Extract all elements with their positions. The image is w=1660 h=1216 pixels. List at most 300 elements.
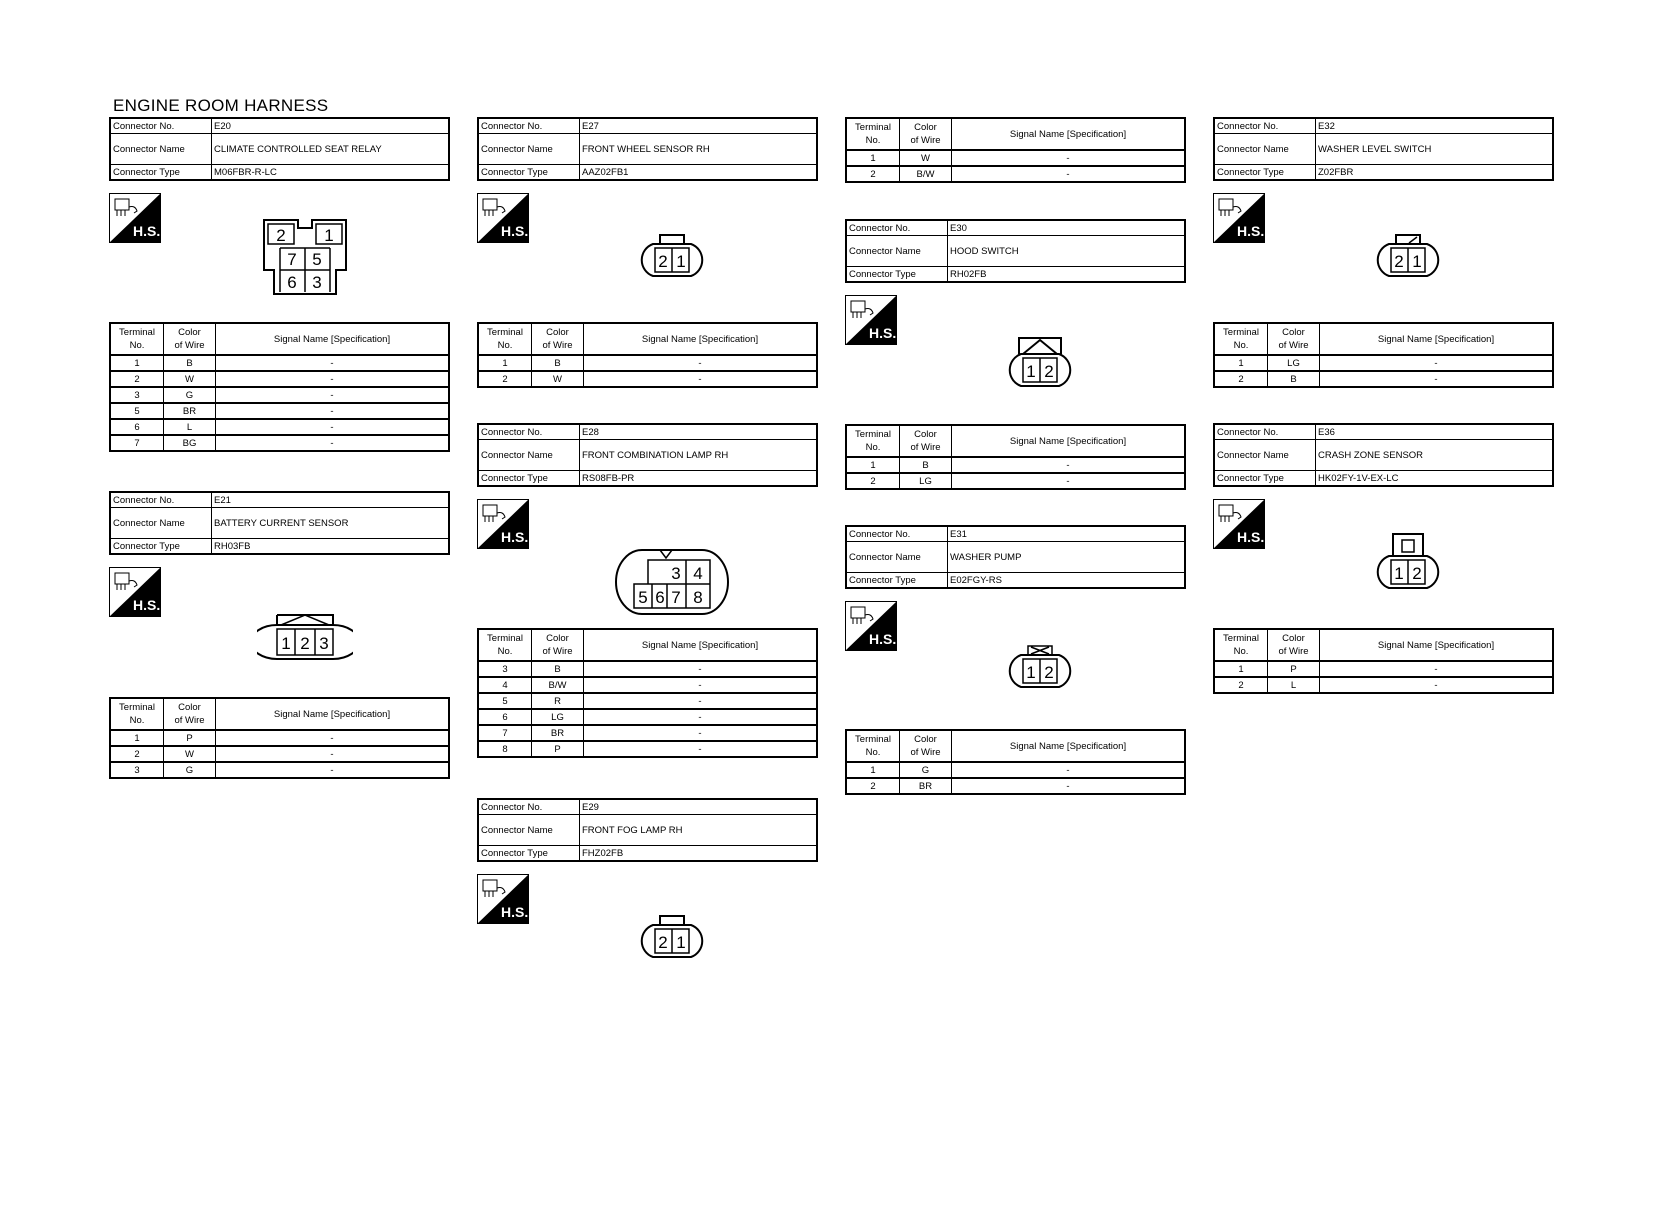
hs-label: H.S. [501, 904, 529, 920]
color-of-wire-header-line1: Color [1282, 327, 1305, 338]
connector-info-e27 [477, 117, 818, 181]
color-of-wire-header [1268, 323, 1320, 355]
wire-color-cell: W [900, 150, 952, 166]
pin-number: 2 [1412, 564, 1422, 583]
terminal-table-e27 [477, 322, 818, 388]
terminal-no-header-line1: Terminal [855, 429, 891, 440]
connector-name-row [110, 508, 449, 539]
hs-connector-glyph [115, 199, 129, 210]
wire-color-cell: B/W [900, 166, 952, 182]
terminal-no-cell: 2 [110, 371, 164, 387]
connector-name-value: HOOD SWITCH [948, 236, 1186, 267]
pin-number: 2 [658, 252, 668, 271]
terminal-no-header [846, 425, 900, 457]
connector-type-value: RH02FB [948, 267, 1186, 283]
terminal-table-e20 [109, 322, 450, 452]
wire-color-cell: L [164, 419, 216, 435]
connector-type-value: RH03FB [212, 539, 450, 555]
signal-name-cell: - [584, 725, 818, 741]
connector-info-table [477, 117, 818, 181]
table-row [1214, 355, 1553, 371]
connector-no-value: E20 [212, 118, 450, 134]
connector-no-value: E21 [212, 492, 450, 508]
connector-face-diagram-e32 [1371, 232, 1445, 278]
signal-name-cell: - [216, 762, 450, 778]
pin-number: 1 [676, 252, 686, 271]
table-row [1214, 371, 1553, 387]
hs-label: H.S. [869, 325, 897, 341]
signal-name-cell: - [952, 473, 1186, 489]
housing-lock [660, 916, 684, 925]
terminal-header-row [1214, 323, 1553, 355]
connector-type-value: FHZ02FB [580, 846, 818, 862]
terminal-table-e29 [845, 117, 1186, 183]
terminal-table-e28 [477, 628, 818, 758]
housing-key [1402, 540, 1414, 552]
table-row [846, 150, 1185, 166]
signal-name-header: Signal Name [Specification] [952, 118, 1186, 150]
terminal-no-header-line2: No. [497, 646, 513, 657]
housing-lock [660, 550, 672, 558]
terminal-no-cell: 2 [110, 746, 164, 762]
connector-face-diagram-e20 [262, 218, 348, 296]
terminal-no-header-line1: Terminal [855, 122, 891, 133]
color-of-wire-header-line2: of Wire [542, 340, 573, 351]
connector-type-label: Connector Type [478, 165, 580, 181]
table-row [478, 725, 817, 741]
color-of-wire-header-line2: of Wire [910, 135, 941, 146]
terminal-no-cell: 3 [478, 661, 532, 677]
hs-harness-side-icon [1213, 499, 1265, 549]
wire-color-cell: G [164, 762, 216, 778]
connector-no-row [1214, 118, 1553, 134]
terminal-header-row [478, 629, 817, 661]
connector-name-label: Connector Name [478, 815, 580, 846]
color-of-wire-header-line2: of Wire [174, 340, 205, 351]
hs-harness-side-icon [845, 601, 897, 651]
signal-name-cell: - [584, 661, 818, 677]
terminal-table-e36 [1213, 628, 1554, 694]
connector-type-row [478, 846, 817, 862]
connector-no-value: E28 [580, 424, 818, 440]
terminal-table [845, 729, 1186, 795]
table-row [110, 762, 449, 778]
terminal-no-cell: 1 [846, 762, 900, 778]
connector-face-diagram-e28 [614, 548, 730, 616]
hs-label: H.S. [501, 223, 529, 239]
connector-no-row [110, 492, 449, 508]
connector-info-table [1213, 423, 1554, 487]
connector-name-value: WASHER LEVEL SWITCH [1316, 134, 1554, 165]
terminal-no-header [478, 323, 532, 355]
color-of-wire-header-line1: Color [914, 122, 937, 133]
signal-name-cell: - [952, 778, 1186, 794]
pin-number: 1 [1412, 252, 1422, 271]
table-row [846, 473, 1185, 489]
terminal-no-cell: 4 [478, 677, 532, 693]
terminal-no-cell: 2 [1214, 371, 1268, 387]
connector-no-label: Connector No. [110, 118, 212, 134]
pin-number: 2 [1394, 252, 1404, 271]
connector-name-label: Connector Name [110, 508, 212, 539]
table-row [478, 709, 817, 725]
connector-type-label: Connector Type [110, 539, 212, 555]
housing-lock [281, 615, 329, 625]
wire-color-cell: W [164, 371, 216, 387]
pin-number: 1 [1026, 663, 1036, 682]
pin-number: 6 [287, 273, 297, 292]
hs-connector-glyph [483, 199, 497, 210]
pin-number: 5 [312, 250, 322, 269]
color-of-wire-header [900, 730, 952, 762]
terminal-no-header [1214, 323, 1268, 355]
terminal-header-row [110, 698, 449, 730]
table-row [110, 435, 449, 451]
connector-info-e21 [109, 491, 450, 555]
table-row [110, 730, 449, 746]
terminal-no-cell: 3 [110, 762, 164, 778]
terminal-table [109, 322, 450, 452]
pin-number: 7 [671, 588, 681, 607]
terminal-no-cell: 2 [846, 473, 900, 489]
color-of-wire-header [900, 425, 952, 457]
pin-number: 2 [300, 634, 310, 653]
wire-color-cell: BR [900, 778, 952, 794]
terminal-no-cell: 1 [110, 730, 164, 746]
connector-no-label: Connector No. [1214, 424, 1316, 440]
housing-lock [1396, 235, 1420, 244]
wire-color-cell: G [900, 762, 952, 778]
connector-no-row [478, 118, 817, 134]
housing-lock-mark [1409, 237, 1417, 243]
terminal-no-cell: 6 [478, 709, 532, 725]
table-row [478, 355, 817, 371]
pin-number: 1 [281, 634, 291, 653]
connector-no-row [478, 799, 817, 815]
connector-no-value: E29 [580, 799, 818, 815]
terminal-table [845, 424, 1186, 490]
table-row [110, 355, 449, 371]
pin-number: 1 [676, 933, 686, 952]
connector-type-row [478, 165, 817, 181]
terminal-no-header-line1: Terminal [855, 734, 891, 745]
terminal-no-header-line1: Terminal [1223, 327, 1259, 338]
connector-no-row [478, 424, 817, 440]
connector-no-label: Connector No. [846, 526, 948, 542]
color-of-wire-header [532, 323, 584, 355]
color-of-wire-header [1268, 629, 1320, 661]
wire-color-cell: P [532, 741, 584, 757]
terminal-no-cell: 1 [478, 355, 532, 371]
connector-face-diagram-e30 [1003, 330, 1077, 388]
pin-number: 8 [693, 588, 703, 607]
connector-info-table [109, 117, 450, 181]
connector-info-table [477, 798, 818, 862]
connector-face-diagram-e29 [635, 913, 709, 959]
pin-number: 2 [1044, 362, 1054, 381]
connector-name-row [478, 815, 817, 846]
housing-lock [1019, 338, 1061, 354]
connector-name-value: BATTERY CURRENT SENSOR [212, 508, 450, 539]
hs-connector-glyph [115, 573, 129, 584]
signal-name-cell: - [952, 762, 1186, 778]
terminal-no-header [1214, 629, 1268, 661]
signal-name-header: Signal Name [Specification] [952, 730, 1186, 762]
terminal-no-header [846, 118, 900, 150]
color-of-wire-header-line2: of Wire [1278, 340, 1309, 351]
terminal-table [1213, 628, 1554, 694]
connector-type-row [846, 267, 1185, 283]
connector-type-label: Connector Type [1214, 471, 1316, 487]
connector-no-row [1214, 424, 1553, 440]
wire-color-cell: B [532, 661, 584, 677]
pin-number: 7 [287, 250, 297, 269]
wire-color-cell: P [1268, 661, 1320, 677]
connector-name-value: FRONT COMBINATION LAMP RH [580, 440, 818, 471]
color-of-wire-header-line2: of Wire [1278, 646, 1309, 657]
terminal-no-cell: 6 [110, 419, 164, 435]
hs-connector-glyph [483, 505, 497, 516]
terminal-no-cell: 7 [110, 435, 164, 451]
connector-no-label: Connector No. [846, 220, 948, 236]
terminal-no-cell: 1 [846, 150, 900, 166]
pin-number: 2 [1044, 663, 1054, 682]
terminal-no-cell: 2 [846, 166, 900, 182]
connector-face-diagram-e21 [257, 605, 353, 661]
signal-name-cell: - [584, 709, 818, 725]
hs-harness-side-icon [477, 193, 529, 243]
connector-no-row [846, 526, 1185, 542]
signal-name-header: Signal Name [Specification] [1320, 629, 1554, 661]
connector-no-row [846, 220, 1185, 236]
signal-name-cell: - [216, 435, 450, 451]
connector-face-diagram-e27 [635, 232, 709, 278]
terminal-no-cell: 7 [478, 725, 532, 741]
wire-color-cell: LG [900, 473, 952, 489]
connector-info-e20 [109, 117, 450, 181]
signal-name-cell: - [1320, 371, 1554, 387]
connector-type-row [1214, 471, 1553, 487]
pin-number: 4 [693, 564, 703, 583]
color-of-wire-header [532, 629, 584, 661]
wire-color-cell: BR [164, 403, 216, 419]
wire-color-cell: B [900, 457, 952, 473]
terminal-table-e21 [109, 697, 450, 779]
signal-name-cell: - [584, 355, 818, 371]
connector-info-table [1213, 117, 1554, 181]
hs-label: H.S. [1237, 529, 1265, 545]
signal-name-cell: - [1320, 355, 1554, 371]
connector-info-e28 [477, 423, 818, 487]
connector-face-diagram-e36 [1371, 532, 1445, 590]
connector-name-value: FRONT FOG LAMP RH [580, 815, 818, 846]
terminal-no-cell: 2 [1214, 677, 1268, 693]
connector-no-label: Connector No. [1214, 118, 1316, 134]
hs-connector-glyph [1219, 505, 1233, 516]
connector-no-value: E36 [1316, 424, 1554, 440]
terminal-no-header [110, 698, 164, 730]
pin-number: 2 [658, 933, 668, 952]
color-of-wire-header-line2: of Wire [174, 715, 205, 726]
table-row [478, 693, 817, 709]
terminal-header-row [846, 425, 1185, 457]
hs-connector-glyph [851, 607, 865, 618]
wire-color-cell: B [164, 355, 216, 371]
wire-color-cell: P [164, 730, 216, 746]
wire-color-cell: L [1268, 677, 1320, 693]
wire-color-cell: B/W [532, 677, 584, 693]
connector-type-row [110, 165, 449, 181]
connector-info-table [845, 219, 1186, 283]
terminal-no-cell: 2 [846, 778, 900, 794]
table-row [478, 677, 817, 693]
hs-label: H.S. [501, 529, 529, 545]
connector-info-e32 [1213, 117, 1554, 181]
connector-type-row [846, 573, 1185, 589]
pin-number: 5 [638, 588, 648, 607]
connector-info-e29 [477, 798, 818, 862]
signal-name-header: Signal Name [Specification] [584, 629, 818, 661]
pin-number: 6 [655, 588, 665, 607]
connector-type-value: HK02FY-1V-EX-LC [1316, 471, 1554, 487]
terminal-table [477, 322, 818, 388]
terminal-no-cell: 1 [1214, 661, 1268, 677]
hs-harness-side-icon [109, 193, 161, 243]
signal-name-cell: - [584, 693, 818, 709]
color-of-wire-header-line2: of Wire [542, 646, 573, 657]
connector-face-diagram-e31 [1003, 643, 1077, 689]
signal-name-cell: - [216, 403, 450, 419]
connector-type-row [478, 471, 817, 487]
hs-harness-side-icon [477, 499, 529, 549]
color-of-wire-header-line1: Color [914, 429, 937, 440]
connector-no-row [110, 118, 449, 134]
hs-connector-glyph [483, 880, 497, 891]
connector-name-label: Connector Name [1214, 134, 1316, 165]
signal-name-cell: - [1320, 677, 1554, 693]
terminal-no-header-line2: No. [865, 442, 881, 453]
terminal-no-cell: 1 [110, 355, 164, 371]
connector-name-value: WASHER PUMP [948, 542, 1186, 573]
terminal-header-row [846, 118, 1185, 150]
color-of-wire-header-line1: Color [546, 633, 569, 644]
terminal-header-row [1214, 629, 1553, 661]
terminal-no-cell: 3 [110, 387, 164, 403]
terminal-table [109, 697, 450, 779]
connector-info-table [845, 525, 1186, 589]
terminal-no-cell: 2 [478, 371, 532, 387]
color-of-wire-header-line1: Color [1282, 633, 1305, 644]
connector-no-value: E31 [948, 526, 1186, 542]
terminal-no-cell: 1 [846, 457, 900, 473]
terminal-no-cell: 5 [478, 693, 532, 709]
terminal-no-header-line1: Terminal [119, 702, 155, 713]
terminal-table-e32 [1213, 322, 1554, 388]
connector-name-value: CLIMATE CONTROLLED SEAT RELAY [212, 134, 450, 165]
pin-number: 3 [671, 564, 681, 583]
hs-label: H.S. [133, 597, 161, 613]
connector-no-label: Connector No. [478, 424, 580, 440]
connector-name-row [478, 440, 817, 471]
table-row [478, 661, 817, 677]
terminal-no-header [110, 323, 164, 355]
wire-color-cell: R [532, 693, 584, 709]
connector-type-value: E02FGY-RS [948, 573, 1186, 589]
hs-harness-side-icon [1213, 193, 1265, 243]
table-row [846, 778, 1185, 794]
connector-name-row [478, 134, 817, 165]
pin-number: 1 [324, 226, 334, 245]
signal-name-cell: - [584, 741, 818, 757]
terminal-table [477, 628, 818, 758]
signal-name-cell: - [216, 387, 450, 403]
connector-info-table [477, 423, 818, 487]
terminal-no-header-line1: Terminal [1223, 633, 1259, 644]
connector-name-row [110, 134, 449, 165]
connector-type-value: AAZ02FB1 [580, 165, 818, 181]
signal-name-cell: - [1320, 661, 1554, 677]
table-row [846, 457, 1185, 473]
table-row [478, 371, 817, 387]
terminal-table [1213, 322, 1554, 388]
terminal-header-row [846, 730, 1185, 762]
connector-type-label: Connector Type [846, 267, 948, 283]
wire-color-cell: BR [532, 725, 584, 741]
terminal-no-header [846, 730, 900, 762]
terminal-table-e30 [845, 424, 1186, 490]
terminal-no-cell: 1 [1214, 355, 1268, 371]
signal-name-header: Signal Name [Specification] [216, 698, 450, 730]
color-of-wire-header-line1: Color [178, 327, 201, 338]
terminal-header-row [478, 323, 817, 355]
signal-name-header: Signal Name [Specification] [216, 323, 450, 355]
connector-no-value: E30 [948, 220, 1186, 236]
table-row [478, 741, 817, 757]
table-row [846, 166, 1185, 182]
terminal-no-header-line1: Terminal [119, 327, 155, 338]
signal-name-header: Signal Name [Specification] [584, 323, 818, 355]
connector-name-row [1214, 440, 1553, 471]
signal-name-cell: - [216, 746, 450, 762]
connector-type-label: Connector Type [478, 846, 580, 862]
connector-no-label: Connector No. [478, 799, 580, 815]
connector-name-label: Connector Name [846, 236, 948, 267]
wire-color-cell: W [532, 371, 584, 387]
hs-label: H.S. [869, 631, 897, 647]
connector-type-row [1214, 165, 1553, 181]
connector-type-label: Connector Type [1214, 165, 1316, 181]
connector-name-row [1214, 134, 1553, 165]
terminal-no-header-line2: No. [1233, 646, 1249, 657]
connector-type-label: Connector Type [478, 471, 580, 487]
color-of-wire-header-line1: Color [178, 702, 201, 713]
table-row [110, 403, 449, 419]
terminal-no-header-line1: Terminal [487, 327, 523, 338]
color-of-wire-header-line1: Color [546, 327, 569, 338]
table-row [110, 371, 449, 387]
signal-name-cell: - [952, 457, 1186, 473]
wire-color-cell: W [164, 746, 216, 762]
color-of-wire-header [164, 323, 216, 355]
table-row [1214, 661, 1553, 677]
table-row [110, 746, 449, 762]
hs-harness-side-icon [845, 295, 897, 345]
table-row [110, 419, 449, 435]
connector-type-value: Z02FBR [1316, 165, 1554, 181]
connector-type-label: Connector Type [846, 573, 948, 589]
pin-number: 3 [319, 634, 329, 653]
color-of-wire-header [900, 118, 952, 150]
